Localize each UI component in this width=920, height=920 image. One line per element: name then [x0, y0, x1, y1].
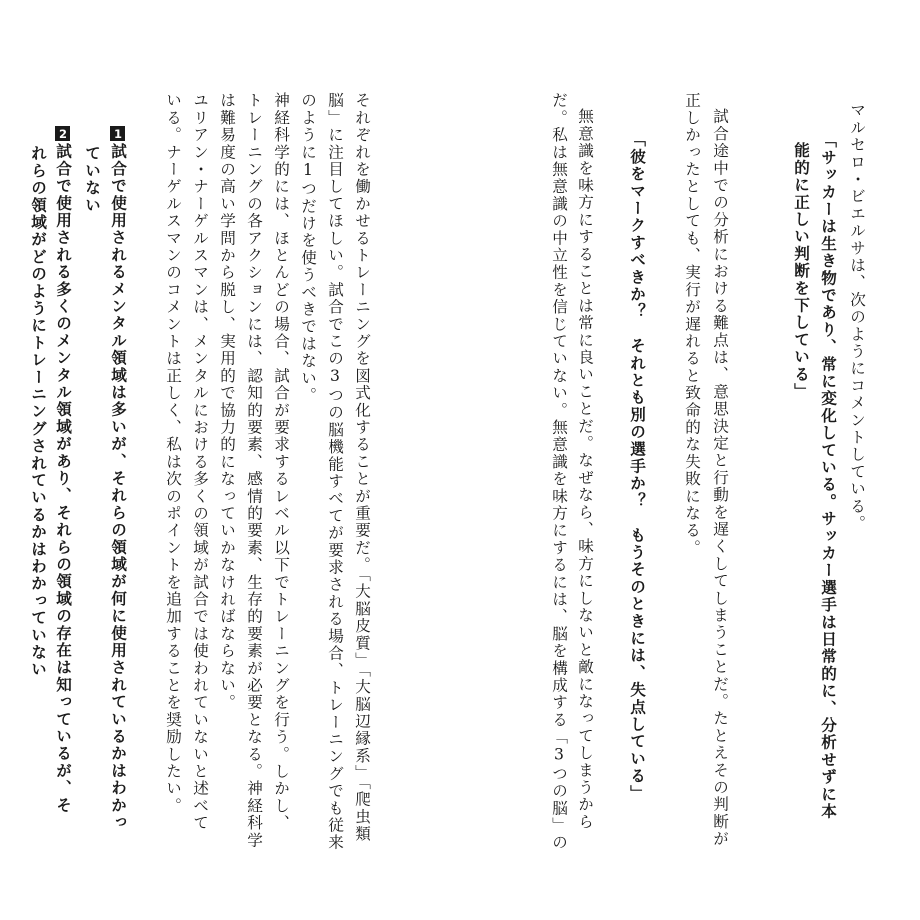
paragraph-5-line1: ユリアン・ナーゲルスマンは、メンタルにおける多くの領域が試合では使われていないと述べて: [191, 92, 209, 832]
bielsa-quote-line1: 「サッカーは生き物であり、常に変化している。サッカー選手は日常的に、分析せずに本: [819, 132, 837, 820]
bielsa-quote-2: 「彼をマークすべきか？ それとも別の選手か？ もうそのときには、失点している」: [628, 131, 646, 802]
paragraph-1-line1: 試合途中での分析における難点は、意思決定と行動を遅くしてしまうことだ。たとえその判断が: [711, 108, 729, 848]
paragraph-2-line1: 無意識を味方にすることは常に良いことだ。なぜなら、味方にしないと敵になってしまうから: [576, 108, 594, 831]
point-1-text: 試合で使用されるメンタル領域は多いが、それらの領域が何に使用されているかはわかっ: [109, 143, 127, 831]
bielsa-quote-line2: 能的に正しい判断を下している」: [792, 142, 810, 400]
paragraph-2-line2: だ。私は無意識の中立性を信じていない。無意識を味方にするには、脳を構成する「3つの脳」の: [550, 92, 568, 852]
paragraph-3-line3: のように1つだけを使うべきではない。: [299, 92, 317, 404]
paragraph-3-line2: 脳」に注目してほしい。試合でこの3つの脳機能すべてが要求される場合、トレーニングでも従来: [326, 92, 344, 852]
point-2-line2: れらの領域がどのようにトレーニングされているかはわかっていない: [29, 145, 47, 679]
paragraph-5-line2: いる。ナーゲルスマンのコメントは正しく、私は次のポイントを追加することを奨励したい。: [164, 92, 182, 815]
paragraph-4-line1: 神経科学的には、ほとんどの場合、試合が要求するレベル以下でトレーニングを行う。しかし、: [272, 92, 290, 832]
paragraph-1-line2: 正しかったとしても、実行が遅れると致命的な失敗になる。: [683, 92, 701, 557]
point-2-line1: [53, 126, 73, 814]
point-1-number: 1: [111, 126, 125, 141]
point-1-line2: ていない: [83, 145, 101, 214]
paragraph-4-line3: は難易度の高い学問から脱し、実用的で協力的になっていかなければならない。: [218, 92, 236, 712]
paragraph-4-line2: トレーニングの各アクションには、認知的要素、感情的要素、生存的要素が必要となる。神経科学: [245, 92, 263, 849]
point-1-line1: [108, 126, 128, 831]
paragraph-3-line1: それぞれを働かせるトレーニングを図式化することが重要だ。「大脳皮質」「大脳辺縁系」「爬虫類: [353, 92, 371, 843]
point-2-number: 2: [56, 126, 70, 141]
point-2-text: 試合で使用される多くのメンタル領域があり、それらの領域の存在は知っているが、そ: [54, 143, 72, 814]
intro-text: マルセロ・ビエルサは、次のようにコメントしている。: [848, 102, 866, 532]
